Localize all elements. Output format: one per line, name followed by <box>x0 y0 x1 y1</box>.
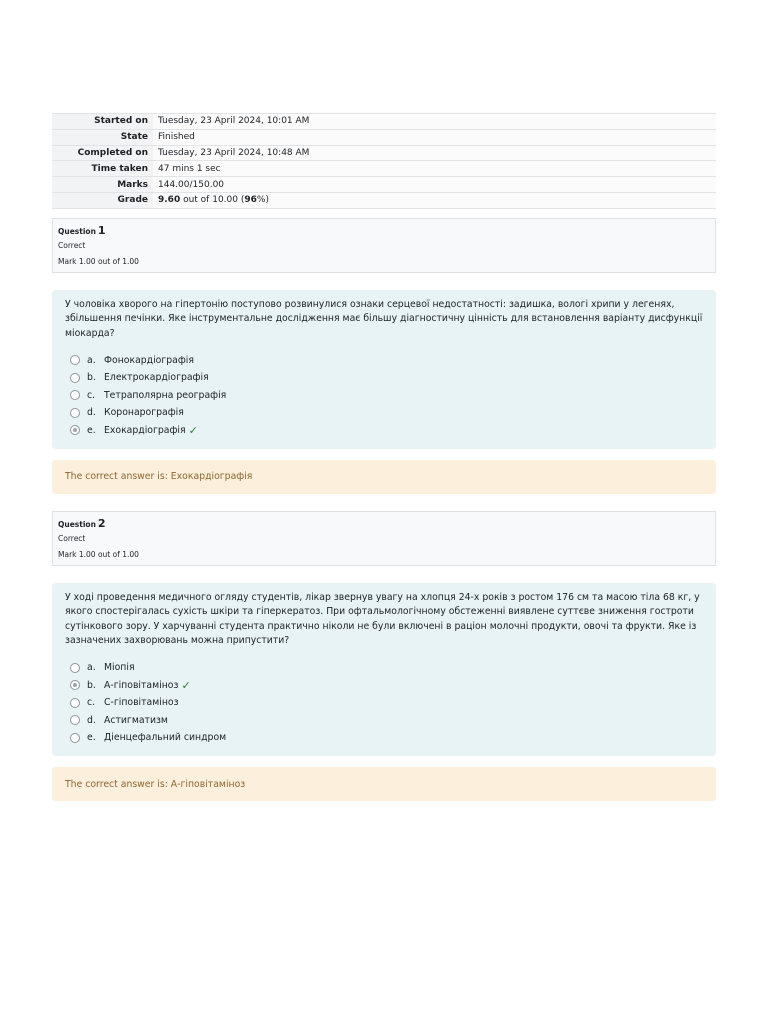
summary-value: 144.00/150.00 <box>153 177 716 193</box>
answer-list <box>65 659 703 747</box>
question-info-1 <box>52 218 716 273</box>
answer-letter: e. <box>87 732 96 744</box>
question-label: Question <box>58 226 96 236</box>
summary-label: State <box>52 129 153 145</box>
quiz-review-page <box>52 113 716 801</box>
answer-text: Електрокардіографія <box>104 372 209 384</box>
correct-answer-feedback-2: The correct answer is: А-гіповітаміноз <box>52 767 716 801</box>
summary-label: Started on <box>52 114 153 130</box>
question-state: Correct <box>58 240 86 250</box>
summary-value: 47 mins 1 sec <box>153 161 716 177</box>
answer-option-c[interactable] <box>65 694 703 712</box>
radio-button-selected[interactable] <box>70 425 80 435</box>
question-number-value: 2 <box>97 516 106 530</box>
answer-letter: b. <box>87 679 96 691</box>
summary-label: Grade <box>52 192 153 208</box>
summary-row-time-taken <box>52 161 716 177</box>
question-mark: Mark 1.00 out of 1.00 <box>58 549 139 559</box>
radio-button-selected[interactable] <box>70 680 80 690</box>
radio-button[interactable] <box>70 408 80 418</box>
radio-button[interactable] <box>70 733 80 743</box>
grade-score: 9.60 <box>158 195 181 206</box>
question-content-2 <box>52 583 716 757</box>
answer-list <box>65 351 703 439</box>
grade-out-of: out of 10.00 ( <box>180 195 245 206</box>
grade-percent: 96 <box>244 195 257 206</box>
radio-button[interactable] <box>70 355 80 365</box>
answer-text: Ехокардіографія <box>104 424 186 436</box>
answer-text: Астигматизм <box>104 714 168 726</box>
answer-letter: a. <box>87 354 96 366</box>
answer-option-a[interactable] <box>65 351 703 369</box>
radio-button[interactable] <box>70 373 80 383</box>
radio-button[interactable] <box>70 698 80 708</box>
check-icon: ✓ <box>181 678 191 692</box>
answer-text: Коронарографія <box>104 407 184 419</box>
answer-text: Діенцефальний синдром <box>104 732 227 744</box>
question-info-2 <box>52 511 716 566</box>
answer-letter: c. <box>87 697 96 709</box>
answer-option-e[interactable] <box>65 729 703 747</box>
answer-letter: a. <box>87 662 96 674</box>
summary-value <box>153 192 716 208</box>
answer-option-c[interactable] <box>65 386 703 404</box>
answer-option-b[interactable] <box>65 676 703 694</box>
grade-end: %) <box>256 195 269 206</box>
question-number-value: 1 <box>97 223 106 237</box>
answer-option-e[interactable] <box>65 421 703 439</box>
summary-label: Completed on <box>52 145 153 161</box>
answer-letter: d. <box>87 714 96 726</box>
radio-button[interactable] <box>70 715 80 725</box>
answer-letter: c. <box>87 389 96 401</box>
answer-option-a[interactable] <box>65 659 703 677</box>
summary-value: Tuesday, 23 April 2024, 10:48 AM <box>153 145 716 161</box>
question-text: У ході проведення медичного огляду студентів, лікар звернув увагу на хлопця 24-х років з ростом 176 см та масою тіла 68 кг, у якого спостерігалась сухість шкіри та гіперкератоз. При офтальмологічному обстеженні виявлене суттєве зниження гостроти сутінкового зору. У харчуванні студента практично ніколи не були включені в раціон молочні продукти, овочі та фрукти. Яке із зазначених захворювань можна припустити? <box>65 591 700 647</box>
question-mark: Mark 1.00 out of 1.00 <box>58 256 139 266</box>
question-text: У чоловіка хворого на гіпертонію поступово розвинулися ознаки серцевої недостатності: задишка, вологі хрипи у легенях, збільшення печінки. Яке інструментальне дослідження має більшу діагностичну цінність для встановлення варіанту дисфункції міокарда? <box>65 298 703 339</box>
radio-button[interactable] <box>70 390 80 400</box>
answer-text: Тетраполярна реографія <box>104 389 227 401</box>
answer-text: А-гіповітаміноз <box>104 679 179 691</box>
answer-text: С-гіповітаміноз <box>104 697 179 709</box>
summary-row-started <box>52 114 716 130</box>
summary-label: Marks <box>52 177 153 193</box>
summary-value: Tuesday, 23 April 2024, 10:01 AM <box>153 114 716 130</box>
question-state: Correct <box>58 533 86 543</box>
summary-label: Time taken <box>52 161 153 177</box>
radio-button[interactable] <box>70 663 80 673</box>
question-number <box>58 225 710 238</box>
answer-option-d[interactable] <box>65 404 703 422</box>
question-number <box>58 518 710 531</box>
correct-answer-feedback-1: The correct answer is: Ехокардіографія <box>52 460 716 494</box>
answer-option-b[interactable] <box>65 369 703 387</box>
question-content-1 <box>52 290 716 449</box>
attempt-summary-table <box>52 113 716 209</box>
summary-row-state <box>52 129 716 145</box>
check-icon: ✓ <box>188 423 198 437</box>
answer-letter: e. <box>87 424 96 436</box>
summary-value: Finished <box>153 129 716 145</box>
summary-row-completed <box>52 145 716 161</box>
question-label: Question <box>58 519 96 529</box>
answer-option-d[interactable] <box>65 711 703 729</box>
summary-row-marks <box>52 177 716 193</box>
answer-letter: b. <box>87 372 96 384</box>
answer-text: Фонокардіографія <box>104 354 194 366</box>
answer-letter: d. <box>87 407 96 419</box>
answer-text: Міопія <box>104 662 135 674</box>
summary-row-grade <box>52 192 716 208</box>
